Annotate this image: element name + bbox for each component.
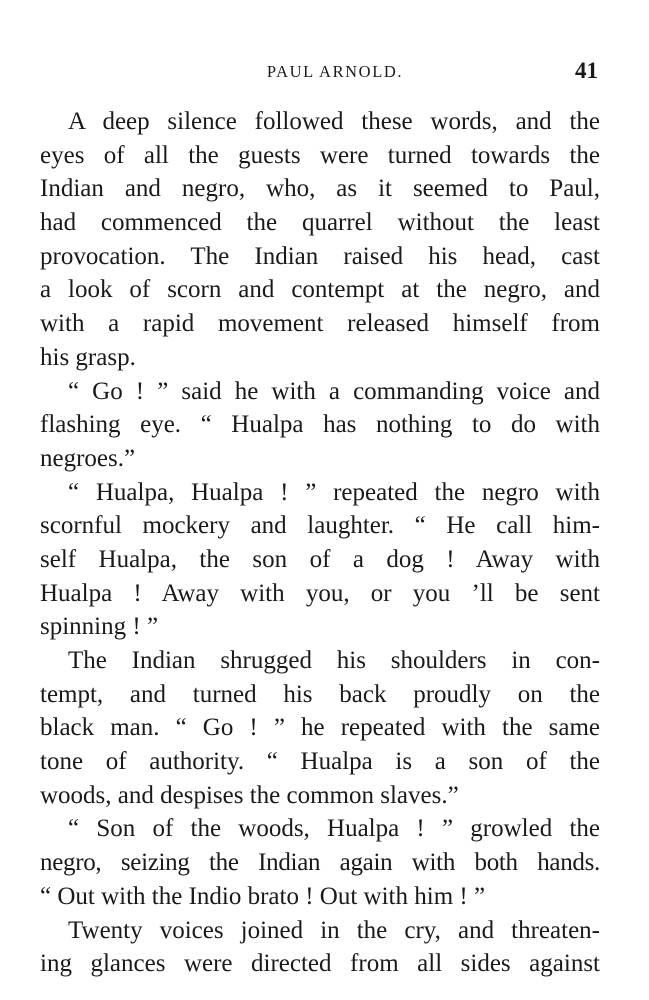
page-header (40, 58, 600, 88)
text-line: The Indian shrugged his shoulders in con- (68, 647, 600, 674)
text-line: a look of scorn and contempt at the negro, and (40, 276, 600, 304)
text-line: “ Hualpa, Hualpa ! ” repeated the negro with (68, 478, 600, 506)
running-head: PAUL ARNOLD. (266, 62, 404, 81)
text-line: negroes.” (40, 444, 136, 472)
text-line: tempt, and turned his back proudly on the (40, 680, 600, 708)
text-line: with a rapid movement released himself from (40, 310, 600, 338)
body-text (40, 105, 600, 981)
paragraph (40, 375, 600, 476)
text-line: ing glances were directed from all sides against (40, 950, 600, 978)
text-line: negro, seizing the Indian again with both hands. (40, 849, 600, 877)
text-line: woods, and despises the common slaves.” (40, 781, 459, 809)
text-line: Indian and negro, who, as it seemed to Paul, (40, 175, 600, 203)
text-line: Hualpa ! Away with you, or you ’ll be sent (40, 579, 600, 607)
paragraph (40, 812, 600, 913)
text-line: scornful mockery and laughter. “ He call him- (40, 512, 600, 540)
text-line: had commenced the quarrel without the least (40, 209, 600, 237)
text-line: provocation. The Indian raised his head, cast (40, 242, 600, 270)
text-line: eyes of all the guests were turned towards the (40, 141, 600, 169)
text-line: self Hualpa, the son of a dog ! Away with (40, 545, 600, 573)
text-line: “ Son of the woods, Hualpa ! ” growled the (68, 815, 600, 843)
text-line: his grasp. (40, 343, 136, 371)
text-line: black man. “ Go ! ” he repeated with the same (40, 714, 600, 742)
text-line: flashing eye. “ Hualpa has nothing to do with (40, 411, 600, 439)
text-line: “ Out with the Indio brato ! Out with him ! ” (40, 882, 486, 910)
text-line: spinning ! ” (40, 613, 159, 641)
paragraph (40, 476, 600, 644)
text-line: tone of authority. “ Hualpa is a son of the (40, 748, 600, 776)
paragraph (40, 105, 600, 375)
page-number: 41 (575, 58, 598, 83)
paragraph (40, 644, 600, 812)
text-line: A deep silence followed these words, and the (68, 108, 600, 135)
paragraph (40, 914, 600, 981)
text-line: Twenty voices joined in the cry, and threaten- (68, 916, 600, 944)
text-line: “ Go ! ” said he with a commanding voice and (68, 377, 600, 405)
